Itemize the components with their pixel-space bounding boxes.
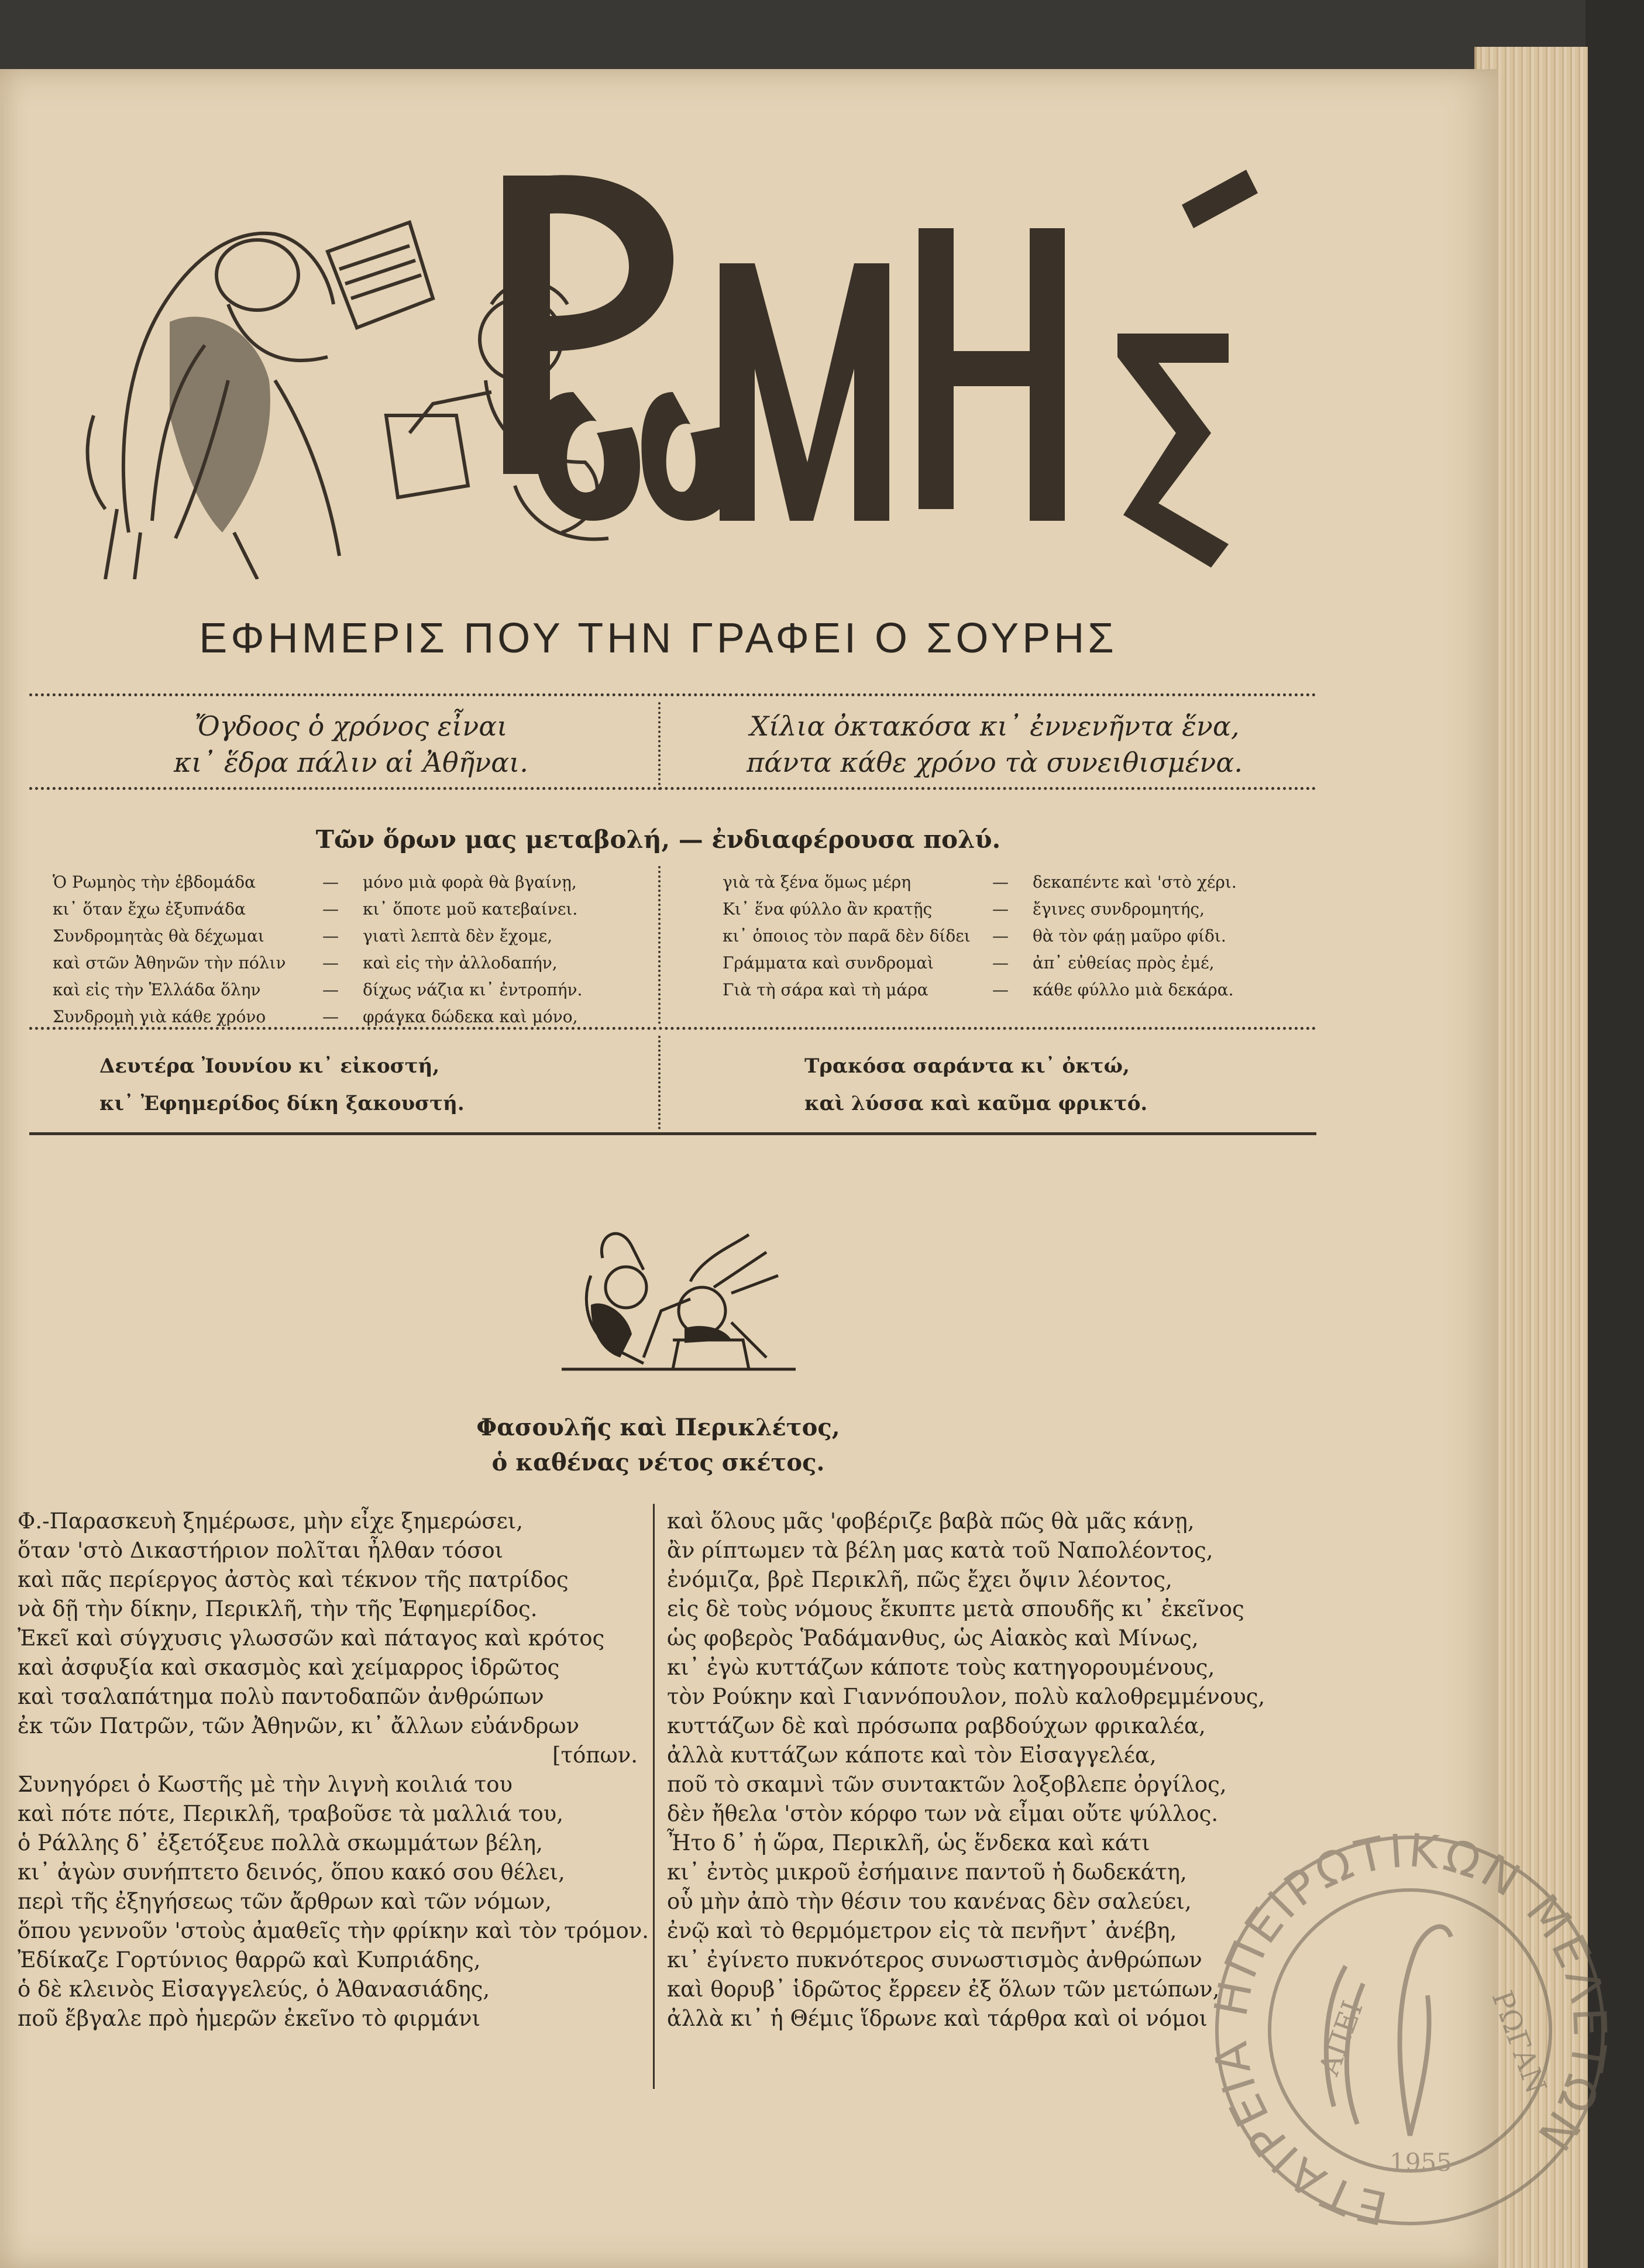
verse-line: ποῦ τὸ σκαμνὶ τῶν συντακτῶν λοξοβλεπε ὀργίλος,	[667, 1772, 1227, 1797]
terms-verse: καὶ εἰς τὴν ἀλλοδαπήν,	[363, 953, 558, 973]
terms-dash: —	[322, 872, 339, 892]
verse-line: καὶ ὅλους μᾶς 'φοβέριζε βαβὰ πῶς θὰ μᾶς κάνῃ,	[667, 1508, 1195, 1534]
verse-line: εἰς δὲ τοὺς νόμους ἔκυπτε μετὰ σπουδῆς κι᾽ ἐκεῖνος	[667, 1596, 1244, 1621]
masthead-subtitle: ΕΦΗΜΕΡΙΣ ΠΟΥ ΤΗΝ ΓΡΑΦΕΙ Ο ΣΟΥΡΗΣ	[199, 615, 1117, 662]
top-dotted-rule	[29, 693, 1316, 696]
stamp-year: 1955	[1390, 2148, 1452, 2177]
terms-subject: κι᾽ ὅταν ἔχω ἐξυπνάδα	[53, 899, 246, 919]
article-column-left	[18, 1507, 649, 2033]
motto-right-line: πάντα κάθε χρόνο τὰ συνειθισμένα.	[746, 747, 1243, 778]
terms-subject: κι᾽ ὁποιος τὸν παρᾶ δὲν δίδει	[723, 926, 971, 946]
verse-line: ὅπου γεννοῦν 'στοὺς ἀμαθεῖς τὴν φρίκην καὶ τὸν τρόμον.	[18, 1918, 649, 1943]
terms-left	[53, 869, 582, 1030]
terms-subject: καὶ εἰς τὴν Ἑλλάδα ὅλην	[53, 980, 261, 999]
terms-verse: δίχως νάζια κι᾽ ἐντροπήν.	[363, 980, 583, 999]
verse-line: ὅταν 'στὸ Δικαστήριον πολῖται ἦλθαν τόσοι	[18, 1538, 504, 1563]
motto-right-line: Χίλια ὀκτακόσα κι᾽ ἐννενῆντα ἕνα,	[749, 710, 1240, 742]
motto-left	[117, 708, 585, 781]
verse-line: Ἐδίκαζε Γορτύνιος θαρρῶ καὶ Κυπριάδης,	[18, 1947, 481, 1973]
terms-row	[723, 923, 1237, 950]
verse-line: οὗ μὴν ἀπὸ τὴν θέσιν του κανένας δὲν σαλεύει,	[667, 1889, 1192, 1914]
terms-right	[723, 869, 1237, 1004]
issue-number-line: Τρακόσα σαράντα κι᾽ ὀκτώ,	[804, 1054, 1130, 1078]
terms-title: Τῶν ὅρων μας μεταβολή, — ἐνδιαφέρουσα πολύ.	[315, 825, 1001, 854]
terms-dash: —	[322, 1007, 339, 1026]
terms-dash: —	[992, 980, 1009, 999]
library-stamp	[1188, 1831, 1632, 2241]
verse-line: κυττάζων δὲ καὶ πρόσωπα ραβδούχων φρικαλέα,	[667, 1713, 1206, 1738]
issue-date-line: Δευτέρα Ἰουνίου κι᾽ εἰκοστή,	[99, 1054, 440, 1078]
motto-bottom-rule	[29, 787, 1316, 790]
verse-line: περὶ τῆς ἐξηγήσεως τῶν ἄρθρων καὶ τῶν νόμων,	[18, 1889, 552, 1914]
terms-verse: μόνο μιὰ φορὰ θὰ βγαίνῃ,	[363, 872, 577, 892]
terms-dash: —	[322, 953, 339, 973]
terms-verse: κι᾽ ὅποτε μοῦ κατεβαίνει.	[363, 899, 578, 919]
verse-line: καὶ πότε πότε, Περικλῆ, τραβοῦσε τὰ μαλλιά του,	[18, 1801, 564, 1826]
verse-line: ἐνῷ καὶ τὸ θερμόμετρον εἰς τὰ πενῆντ᾽ ἀνέβη,	[667, 1918, 1177, 1943]
verse-line: καὶ ἀσφυξία καὶ σκασμὸς καὶ χείμαρρος ἱδρῶτος	[18, 1655, 560, 1680]
terms-dash: —	[992, 872, 1009, 892]
article-headline	[0, 1410, 1316, 1480]
terms-row	[53, 977, 582, 1004]
verse-line: ἂν ρίπτωμεν τὰ βέλη μας κατὰ τοῦ Ναπολέοντος,	[667, 1538, 1213, 1563]
terms-row	[53, 869, 582, 896]
fasoulis-perikletos-vignette	[556, 1223, 802, 1381]
terms-verse: ἔγινες συνδρομητής,	[1033, 899, 1205, 919]
terms-row	[723, 950, 1237, 977]
header-bottom-rule	[29, 1132, 1316, 1135]
verse-line: καὶ θορυβ᾽ ἱδρῶτος ἔρρεεν ἐξ ὅλων τῶν μετώπων,	[667, 1977, 1220, 2002]
issue-date	[99, 1047, 465, 1122]
verse-line: ὡς φοβερὸς Ῥαδάμανθυς, ὡς Αἰακὸς καὶ Μίνως,	[667, 1626, 1199, 1651]
terms-dash: —	[992, 899, 1009, 919]
verse-line: καὶ πᾶς περίεργος ἀστὸς καὶ τέκνον τῆς πατρίδος	[18, 1567, 569, 1592]
motto-divider	[658, 702, 661, 790]
verse-line: ὁ Ράλλης δ᾽ ἐξετόξευε πολλὰ σκωμμάτων βέλη,	[18, 1830, 543, 1855]
logo-text: ΡΩΜΗΟΣ	[901, 193, 904, 194]
terms-row	[723, 869, 1237, 896]
motto-right	[685, 708, 1305, 781]
verse-line: κι᾽ ἐγὼ κυττάζων κάποτε τοὺς κατηγορουμένους,	[667, 1655, 1215, 1680]
headline-line: Φασουλῆς καὶ Περικλέτος,	[476, 1414, 840, 1441]
verse-line: ἐκ τῶν Πατρῶν, τῶν Ἀθηνῶν, κι᾽ ἄλλων εὐάνδρων	[18, 1713, 580, 1738]
verse-line: Ἦτο δ᾽ ἡ ὥρα, Περικλῆ, ὡς ἕνδεκα καὶ κάτι	[667, 1830, 1150, 1855]
stamp-inner-right: ΡΩΓΑΝ	[1485, 1986, 1553, 2098]
terms-subject: καὶ στῶν Ἀθηνῶν τὴν πόλιν	[53, 953, 286, 973]
headline-line: ὁ καθένας νέτος σκέτος.	[491, 1449, 825, 1476]
verse-line: κι᾽ ἐγίνετο πυκνότερος συνωστισμὸς ἀνθρώπων	[667, 1947, 1202, 1973]
column-divider	[653, 1504, 655, 2089]
verse-line: κι᾽ ἐντὸς μικροῦ ἐσήμαινε παντοῦ ἡ δωδεκάτη,	[667, 1860, 1187, 1885]
terms-subject: Κι᾽ ἕνα φύλλο ἂν κρατῇς	[723, 899, 933, 919]
terms-divider	[658, 866, 661, 1024]
terms-verse: ἀπ᾽ εὐθείας πρὸς ἐμέ,	[1033, 953, 1215, 973]
terms-row	[53, 896, 582, 923]
verse-line: ἀλλὰ κι᾽ ἡ Θέμις ἵδρωνε καὶ τάρθρα καὶ οἱ νόμοι	[667, 2006, 1208, 2031]
terms-verse: φράγκα δώδεκα καὶ μόνο,	[363, 1007, 578, 1026]
terms-row	[723, 896, 1237, 923]
terms-subject: Γράμματα καὶ συνδρομαὶ	[723, 953, 934, 973]
logo-lettering	[503, 170, 1258, 568]
stamp-inner-left: ΑΠΕΙ	[1312, 1996, 1370, 2080]
terms-verse: γιατὶ λεπτὰ δὲν ἔχομε,	[363, 926, 553, 946]
terms-subject: Ὁ Ρωμηὸς τὴν ἑβδομάδα	[53, 872, 256, 892]
verse-line: τὸν Ρούκην καὶ Γιαννόπουλον, πολὺ καλοθρεμμένους,	[667, 1684, 1265, 1709]
terms-verse: κάθε φύλλο μιὰ δεκάρα.	[1033, 980, 1234, 999]
terms-subject: Γιὰ τὴ σάρα καὶ τὴ μάρα	[723, 980, 928, 999]
terms-dash: —	[992, 953, 1009, 973]
verse-line: Συνηγόρει ὁ Κωστῆς μὲ τὴν λιγνὴ κοιλιά του	[18, 1772, 513, 1797]
terms-row	[53, 950, 582, 977]
terms-verse: δεκαπέντε καὶ 'στὸ χέρι.	[1033, 872, 1237, 892]
stamp-ring-text: ΕΤΑΙΡΕΙΑ ΗΠΕΙΡΩΤΙΚΩΝ ΜΕΛΕΤΩΝ	[1204, 1831, 1616, 2235]
terms-row	[723, 977, 1237, 1004]
verse-line: Ἐκεῖ καὶ σύγχυσις γλωσσῶν καὶ πάταγος καὶ κρότος	[18, 1626, 605, 1651]
verse-line: Φ.-Παρασκευὴ ξημέρωσε, μὴν εἶχε ξημερώσει,	[18, 1508, 524, 1534]
verse-line: ὁ δὲ κλεινὸς Εἰσαγγελεύς, ὁ Ἀθανασιάδης,	[18, 1977, 490, 2002]
motto-left-line: Ὄγδοος ὁ χρόνος εἶναι	[194, 710, 508, 742]
motto-left-line: κι᾽ ἕδρα πάλιν αἱ Ἀθῆναι.	[174, 747, 528, 778]
terms-row	[53, 923, 582, 950]
terms-dash: —	[322, 980, 339, 999]
terms-subject: Συνδρομητὰς θὰ δέχωμαι	[53, 926, 264, 946]
verse-line: κι᾽ ἀγὼν συνήπτετο δεινός, ὅπου κακό σου θέλει,	[18, 1860, 565, 1885]
terms-subject: Συνδρομὴ γιὰ κάθε χρόνο	[53, 1007, 266, 1026]
terms-verse: θὰ τὸν φάῃ μαῦρο φίδι.	[1033, 926, 1226, 946]
issue-number-line: καὶ λύσσα καὶ καῦμα φρικτό.	[804, 1092, 1148, 1115]
terms-dash: —	[322, 926, 339, 946]
terms-subject: γιὰ τὰ ξένα ὅμως μέρη	[723, 872, 911, 892]
verse-line: νὰ δῇ τὴν δίκην, Περικλῆ, τὴν τῆς Ἐφημερίδος.	[18, 1596, 538, 1621]
terms-dash: —	[992, 926, 1009, 946]
verse-line: ἀλλὰ κυττάζων κάποτε καὶ τὸν Εἰσαγγελέα,	[667, 1743, 1157, 1768]
issue-number	[804, 1047, 1147, 1122]
issue-divider	[658, 1036, 661, 1129]
verse-line-continuation: [τόπων.	[552, 1743, 638, 1768]
verse-line: ἐνόμιζα, βρὲ Περικλῆ, πῶς ἔχει ὄψιν λέοντος,	[667, 1567, 1172, 1592]
verse-line: καὶ τσαλαπάτημα πολὺ παντοδαπῶν ἀνθρώπων	[18, 1684, 544, 1709]
verse-line: δὲν ἤθελα 'στὸν κόρφο των νὰ εἶμαι οὔτε ψύλλος.	[667, 1801, 1219, 1826]
verse-line: ποῦ ἔβγαλε πρὸ ἡμερῶν ἐκεῖνο τὸ φιρμάνι	[18, 2006, 481, 2031]
terms-bottom-rule	[29, 1027, 1316, 1030]
issue-date-line: κι᾽ Ἐφημερίδος δίκη ξακουστή.	[99, 1092, 465, 1115]
terms-dash: —	[322, 899, 339, 919]
masthead-illustration	[82, 158, 1287, 579]
